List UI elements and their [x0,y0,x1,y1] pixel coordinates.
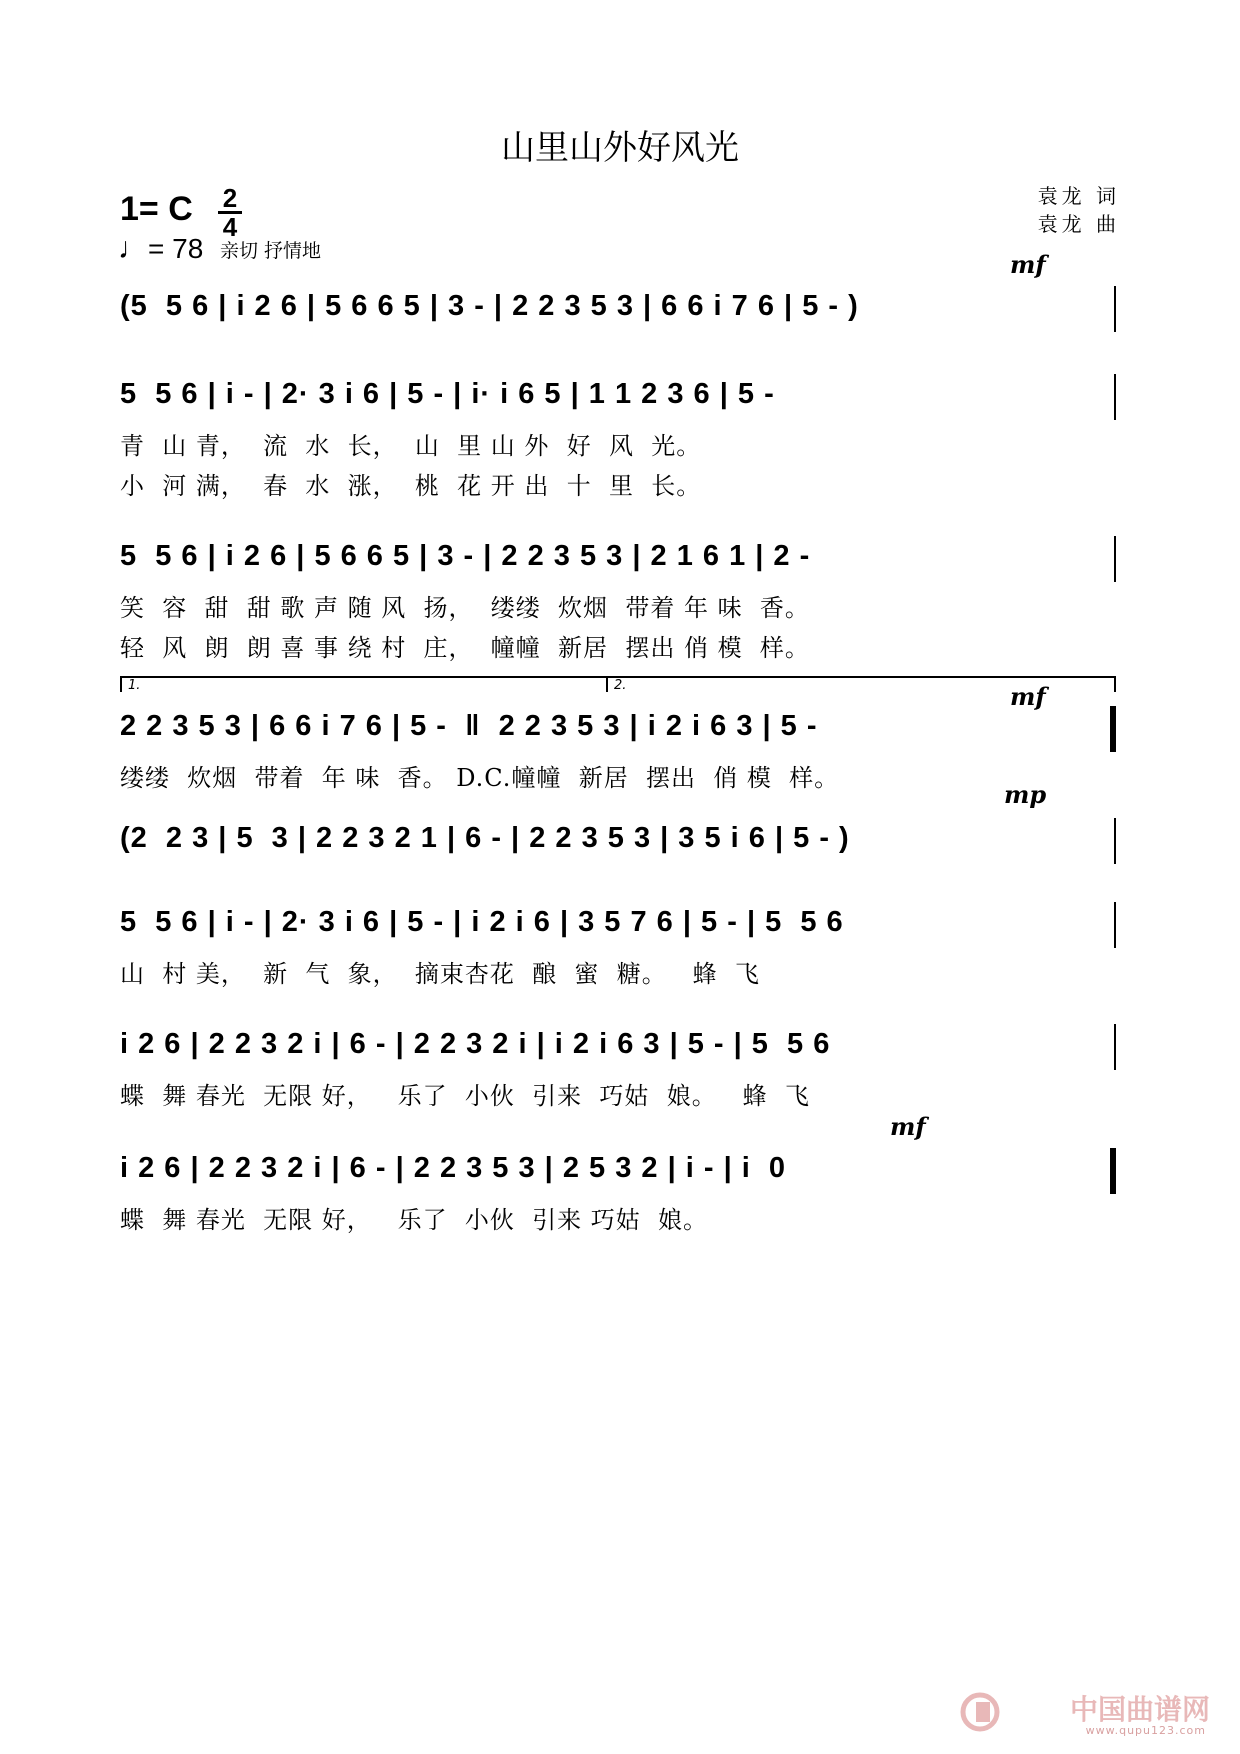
time-signature-top: 2 [222,183,238,213]
lyricist-credit: 袁龙 词 [1037,184,1120,208]
composer-credit: 袁龙 曲 [1037,212,1120,236]
lyric-verse-2: 轻 风 朗 朗 喜 事 绕 村 庄， 幢幢 新居 摆出 俏 模 样。 [120,634,810,662]
notes: i 2 6 | 2 2 3 2 i | 6 - | 2 2 3 2 i | i 2 i 6 3 | 5 - | 5 5 6 [120,1028,831,1060]
lyric-verse-1: 笑 容 甜 甜 歌 声 随 风 扬， 缕缕 炊烟 带着 年 味 香。 [120,594,810,622]
volta-2-label: 2. [614,678,627,693]
dynamic-mf: mf [1010,250,1046,279]
lyric-verse-1: 蝶 舞 春光 无限 好， 乐了 小伙 引来 巧姑 娘。 [120,1206,709,1234]
final-barline [1110,1148,1116,1194]
time-signature [218,183,242,242]
score-row [120,374,1120,500]
barline [1114,1024,1116,1070]
tempo-value: = 78 [148,233,204,264]
final-barline [1110,706,1116,752]
watermark-url: www.qupu123.com [1085,1724,1206,1737]
lyric-verse-1: 蝶 舞 春光 无限 好， 乐了 小伙 引来 巧姑 娘。 蜂 飞 [120,1082,810,1110]
barline [1114,374,1116,420]
barline [1114,286,1116,332]
volta-1-label: 1. [128,678,141,693]
notes: 5 5 6 | i - | 2· 3 i 6 | 5 - | i 2 i 6 | 3 5 7 6 | 5 - | 5 5 6 [120,906,844,938]
dynamic-mf: mf [1010,682,1046,711]
site-logo-icon [960,1692,1000,1732]
volta-1 [120,676,608,692]
score-row [120,1024,1120,1110]
tempo-marking [118,232,203,266]
score-row [120,1148,1120,1234]
score-row [120,902,1120,988]
lyric-verse-2: 小 河 满， 春 水 涨， 桃 花 开 出 十 里 长。 [120,472,702,500]
score-row [120,286,1120,346]
watermark [960,1688,1210,1738]
notes: 5 5 6 | i 2 6 | 5 6 6 5 | 3 - | 2 2 3 5 3 | 2 1 6 1 | 2 - [120,540,811,572]
notes: 5 5 6 | i - | 2· 3 i 6 | 5 - | i· i 6 5 | 1 1 2 3 6 | 5 - [120,378,775,410]
barline [1114,536,1116,582]
notes: (5 5 6 | i 2 6 | 5 6 6 5 | 3 - | 2 2 3 5 3 | 6 6 i 7 6 | 5 - ) [120,290,859,322]
page-title: 山里山外好风光 [501,128,739,168]
notes: (2 2 3 | 5 3 | 2 2 3 2 1 | 6 - | 2 2 3 5 3 | 3 5 i 6 | 5 - ) [120,822,850,854]
dynamic-mf: mf [890,1112,926,1141]
score-row [120,536,1120,662]
watermark-site: 中国曲谱网 [1069,1693,1210,1726]
key-signature: 1= C [120,190,193,228]
barline [1114,818,1116,864]
quarter-note-icon: ♩ [118,232,148,265]
dynamic-mp: mp [1004,780,1047,809]
score-row [120,706,1120,792]
credits [1038,182,1120,238]
notes: i 2 6 | 2 2 3 2 i | 6 - | 2 2 3 5 3 | 2 5 3 2 | i - | i 0 [120,1152,787,1184]
lyric-verse-1: 缕缕 炊烟 带着 年 味 香。 D.C.幢幢 新居 摆出 俏 模 样。 [120,764,840,792]
notes: 2 2 3 5 3 | 6 6 i 7 6 | 5 - ‖ 2 2 3 5 3 | i 2 i 6 3 | 5 - [120,710,818,742]
lyric-verse-1: 青 山 青， 流 水 长， 山 里 山 外 好 风 光。 [120,432,702,460]
expression-marking: 亲切 抒情地 [220,240,322,262]
time-signature-bottom: 4 [222,212,238,242]
score-row [120,818,1120,878]
lyric-verse-1: 山 村 美， 新 气 象， 摘束杏花 酿 蜜 糖。 蜂 飞 [120,960,760,988]
barline [1114,902,1116,948]
